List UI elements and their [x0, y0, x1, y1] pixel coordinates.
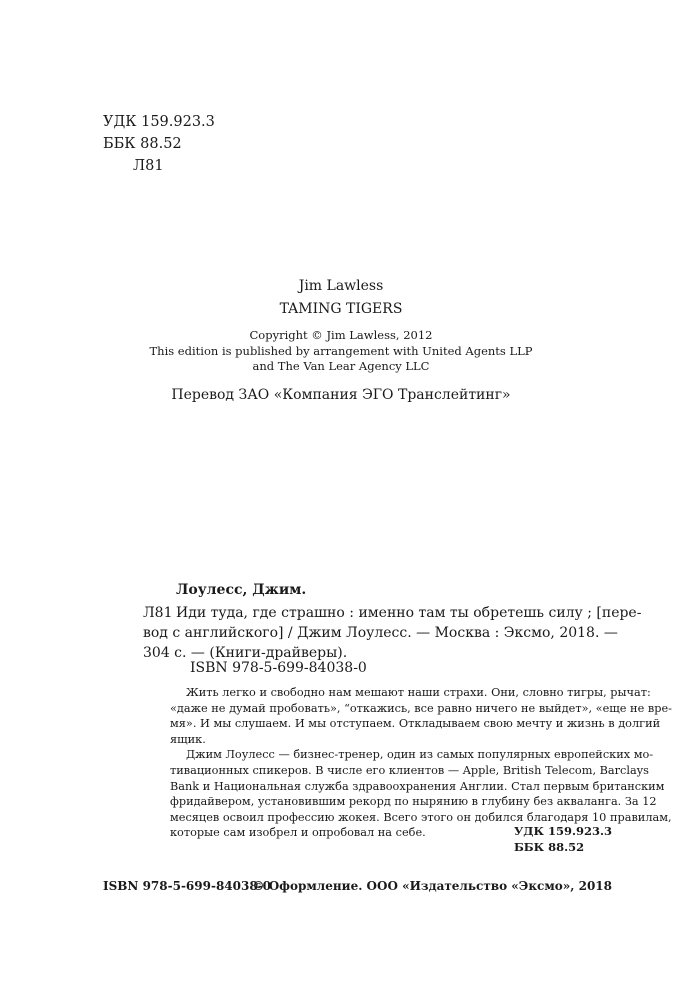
- annotation-line: которые сам изобрел и опробовал на себе.: [170, 826, 426, 840]
- annotation-line: тивационных спикеров. В числе его клиентов — Apple, British Telecom, Barclays: [170, 763, 649, 777]
- classification-block: [103, 111, 215, 177]
- bbk-code: ББК 88.52: [513, 839, 585, 854]
- author-sign-code: Л81: [133, 158, 164, 174]
- original-author: Jim Lawless: [298, 278, 384, 294]
- udk-code: УДК 159.923.3: [103, 114, 215, 130]
- annotation-line: фридайвером, установившим рекорд по нырянию в глубину без акваланга. За 12: [170, 795, 657, 809]
- bbk-code: ББК 88.52: [103, 136, 182, 152]
- bib-description-line: Иди туда, где страшно : именно там ты обретешь силу ; [пере-: [176, 605, 642, 621]
- annotation: [170, 685, 672, 841]
- copyright-line: and The Van Lear Agency LLC: [252, 359, 430, 373]
- bib-description-line: вод с английского] / Джим Лоулесс. — Москва : Эксмо, 2018. —: [143, 625, 618, 641]
- bib-author-heading: Лоулесс, Джим.: [176, 582, 307, 598]
- original-copyright: [0, 328, 682, 375]
- udk-code: УДК 159.923.3: [513, 824, 612, 838]
- annotation-line: месяцев освоил профессию жокея. Всего этого он добился благодаря 10 правилам,: [170, 810, 672, 824]
- annotation-line: Жить легко и свободно нам мешают наши страхи. Они, словно тигры, рычат:: [186, 686, 651, 699]
- footer-copyright: © Оформление. ООО «Издательство «Эксмо», 2018: [252, 879, 612, 893]
- bib-description-line: 304 с. — (Книги-драйверы).: [143, 645, 348, 661]
- bib-code: Л81: [143, 605, 173, 621]
- footer-isbn: ISBN 978-5-699-84038-0: [103, 879, 272, 893]
- annotation-line: мя». И мы слушаем. И мы отступаем. Откладываем свою мечту и жизнь в долгий: [170, 717, 661, 731]
- translation-credit: Перевод ЗАО «Компания ЭГО Транслейтинг»: [171, 387, 511, 403]
- copyright-line: Copyright © Jim Lawless, 2012: [249, 328, 433, 342]
- annotation-line: Джим Лоулесс — бизнес-тренер, один из самых популярных европейских мо-: [186, 748, 654, 762]
- original-title: TAMING TIGERS: [279, 301, 403, 317]
- bib-isbn: ISBN 978-5-699-84038-0: [190, 660, 367, 676]
- annotation-line: «даже не думай пробовать», “откажись, все равно ничего не выйдет», «еще не вре-: [170, 701, 672, 715]
- annotation-line: Bank и Национальная служба здравоохранения Англии. Стал первым британским: [170, 779, 665, 793]
- copyright-line: This edition is published by arrangement with United Agents LLP: [149, 343, 533, 358]
- annotation-line: ящик.: [170, 732, 206, 746]
- annotation-classification: [514, 824, 612, 855]
